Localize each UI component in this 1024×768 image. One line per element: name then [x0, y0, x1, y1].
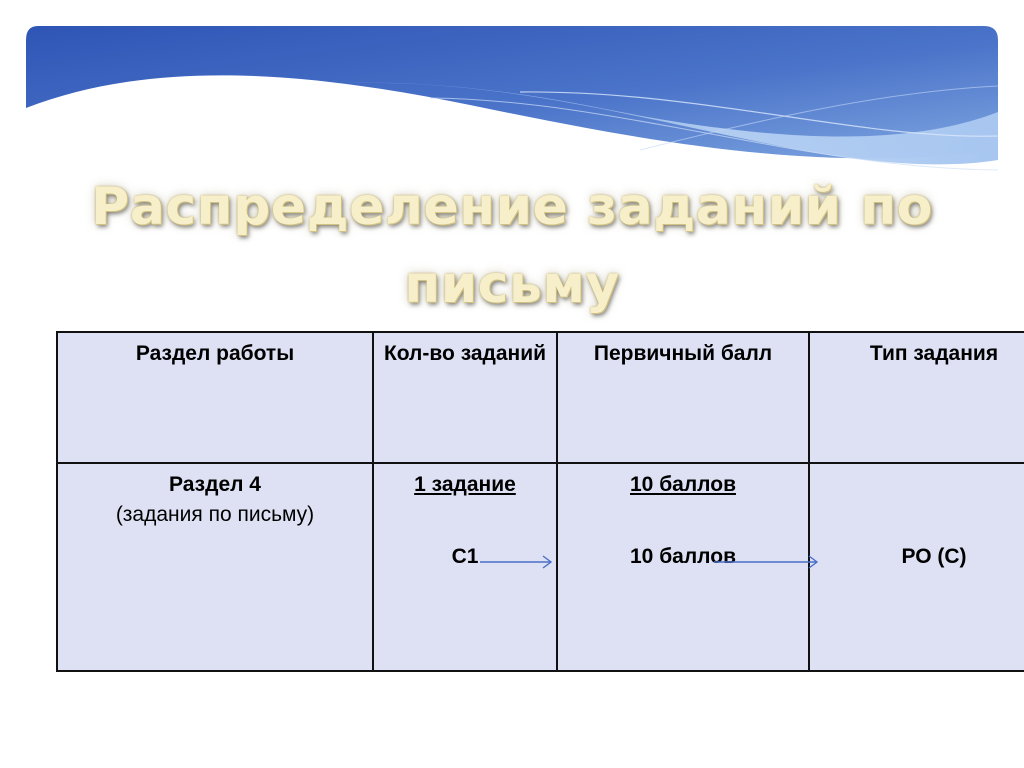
section-desc: (задания по письму) — [115, 503, 315, 526]
cell-count — [373, 463, 557, 671]
slide-title: Распределение заданий по письму — [91, 177, 933, 315]
header-count: Кол-во заданий — [373, 332, 557, 463]
header-section: Раздел работы — [57, 332, 373, 463]
cell-score — [557, 463, 809, 671]
score-total: 10 баллов — [630, 473, 736, 496]
task-type: РО (С) — [901, 545, 967, 568]
cell-section — [57, 463, 373, 671]
section-name: Раздел 4 — [169, 473, 261, 496]
score-item: 10 баллов — [630, 545, 736, 568]
distribution-table — [56, 331, 1024, 672]
count-item: С1 — [451, 545, 479, 568]
wave-banner — [0, 0, 1024, 190]
table-row — [57, 463, 1024, 671]
table-header-row — [57, 332, 1024, 463]
cell-task-type — [809, 463, 1024, 671]
header-task-type: Тип задания — [809, 332, 1024, 463]
header-score: Первичный балл — [557, 332, 809, 463]
count-total: 1 задание — [414, 473, 516, 496]
